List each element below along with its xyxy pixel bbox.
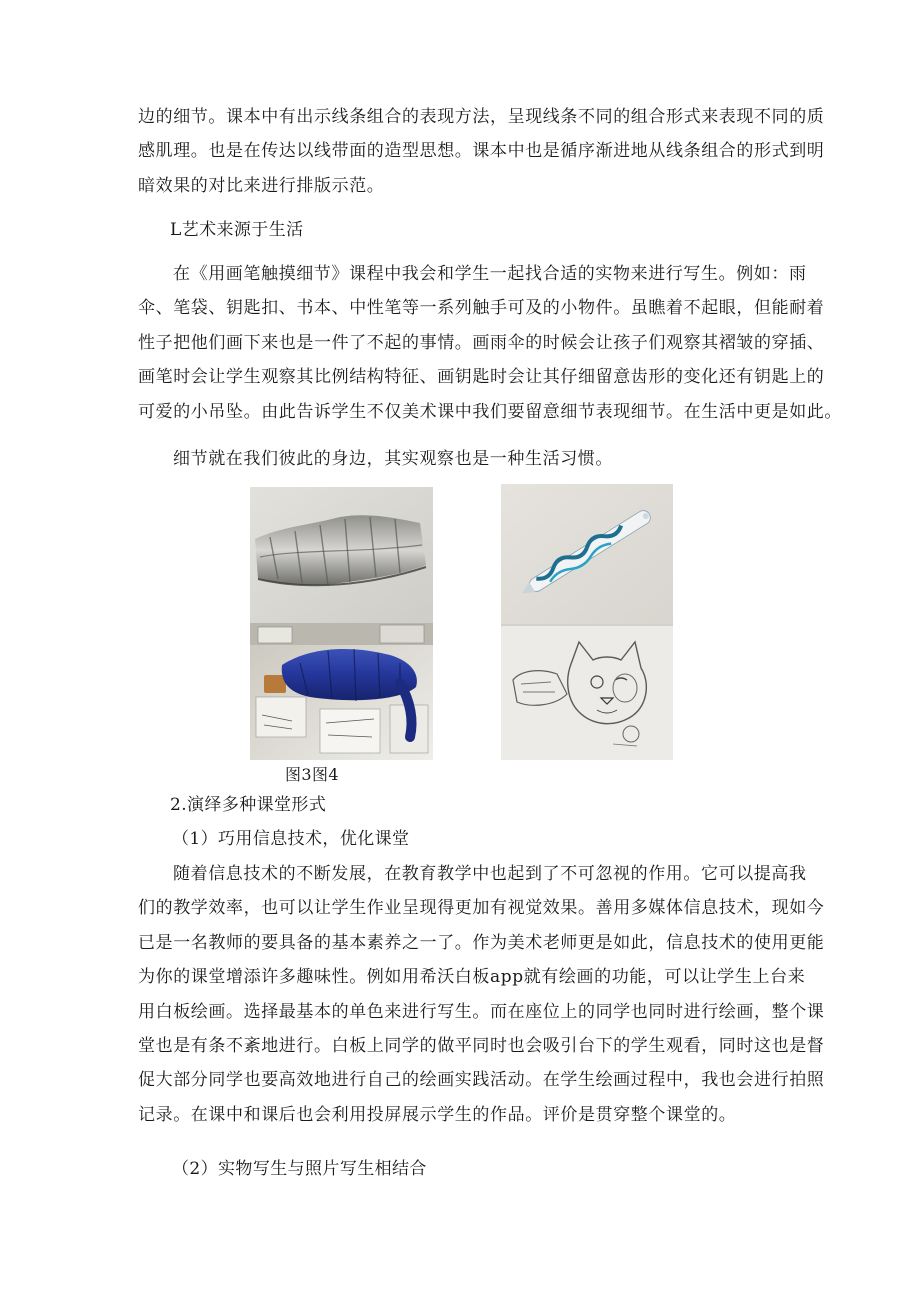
text-line: 为你的课堂增添许多趣味性。例如用希沃白板app就有绘画的功能，可以让学生上台来: [138, 967, 806, 988]
paragraph-details-nearby: [138, 442, 798, 476]
text-line: 画笔时会让学生观察其比例结构特征、画钥匙时会让其仔细留意齿形的变化还有钥匙上的: [138, 367, 825, 388]
section-heading-art-from-life: L艺术来源于生活: [170, 220, 304, 240]
text-line: 记录。在课中和课后也会利用投屏展示学生的作品。评价是贯穿整个课堂的。: [138, 1104, 737, 1125]
text-line: 边的细节。课本中有出示线条组合的表现方法，呈现线条不同的组合形式来表现不同的质: [138, 107, 825, 127]
text-line: 性子把他们画下来也是一件了不起的事情。画雨伞的时候会让孩子们观察其褶皱的穿插、: [138, 332, 825, 353]
figure-caption: 图3图4: [285, 765, 339, 784]
text-line: 感肌理。也是在传达以线带面的造型思想。课本中也是循序渐进地从线条组合的形式到明: [138, 141, 825, 162]
paragraph-info-tech: [138, 857, 825, 1132]
text-line: 堂也是有条不紊地进行。白板上同学的做平同时也会吸引台下的学生观看，同时这也是督: [138, 1035, 825, 1056]
section-heading-class-forms: 2.演绎多种课堂形式: [170, 795, 327, 815]
figure-umbrella: [250, 487, 433, 760]
text-line: 细节就在我们彼此的身边，其实观察也是一种生活习惯。: [173, 449, 613, 469]
text-line: 们的教学效率，也可以让学生作业呈现得更加有视觉效果。善用多媒体信息技术，现如今: [138, 898, 825, 919]
text-line: 促大部分同学也要高效地进行自己的绘画实践活动。在学生绘画过程中，我也会进行拍照: [138, 1070, 825, 1091]
subheading-info-tech: （1）巧用信息技术，优化课堂: [172, 829, 410, 849]
paragraph-art-from-life: [138, 257, 842, 429]
text-line: 暗效果的对比来进行排版示范。: [138, 175, 385, 196]
paragraph-line-texture: [138, 100, 825, 203]
text-line: 已是一名教师的要具备的基本素养之一了。作为美术老师更是如此，信息技术的使用更能: [138, 932, 825, 953]
text-line: 可爱的小吊坠。由此告诉学生不仅美术课中我们要留意细节表现细节。在生活中更是如此。: [138, 401, 842, 422]
figure-pen-keychain: [501, 484, 673, 760]
text-line: 伞、笔袋、钥匙扣、书本、中性笔等一系列触手可及的小物件。虽瞧着不起眼，但能耐着: [138, 298, 825, 319]
text-line: 用白板绘画。选择最基本的单色来进行写生。而在座位上的同学也同时进行绘画，整个课: [138, 1001, 825, 1022]
pen-and-keychain-sketch-image: [501, 484, 673, 760]
text-line: 随着信息技术的不断发展，在教育教学中也起到了不可忽视的作用。它可以提高我: [173, 864, 807, 884]
umbrella-sketch-and-photo-image: [250, 487, 433, 760]
subheading-still-life-photo: （2）实物写生与照片写生相结合: [172, 1159, 427, 1179]
text-line: 在《用画笔触摸细节》课程中我会和学生一起找合适的实物来进行写生。例如：雨: [173, 264, 807, 284]
